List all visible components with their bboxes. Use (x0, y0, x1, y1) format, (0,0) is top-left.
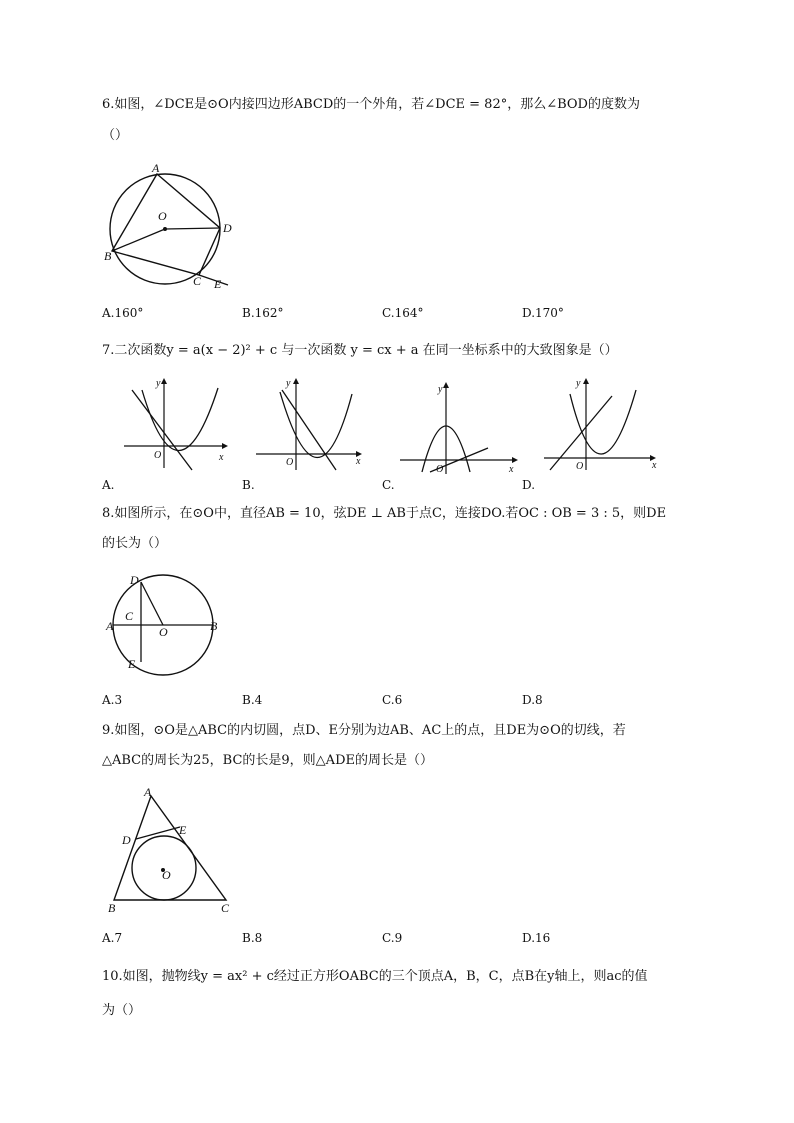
q7-stem-line1: 7.二次函数y = a(x − 2)² + c 与一次函数 y = cx + a 在同一坐标系中的大致图象是（） (102, 343, 618, 358)
q6-label-b: B (104, 249, 112, 263)
q7-option-d[interactable]: D. (522, 478, 536, 492)
q8-label-a: A (106, 619, 114, 633)
q6-radius-ob (112, 229, 165, 251)
q9-option-b[interactable]: B.8 (242, 931, 263, 945)
q6-label-a: A (152, 161, 160, 175)
q6-stem-line2: （） (102, 128, 129, 143)
q6-figure (100, 158, 240, 298)
svg-text:O: O (154, 450, 162, 461)
svg-text:x: x (356, 456, 361, 467)
q8-label-b: B (210, 619, 218, 633)
q6-option-c[interactable]: C.164° (382, 306, 424, 320)
q8-label-d: D (130, 573, 139, 587)
q7a-line (132, 390, 192, 470)
q6-label-o: O (158, 209, 167, 223)
q9-triangle (114, 796, 226, 900)
q7-option-a[interactable]: A. (102, 478, 115, 492)
svg-text:y: y (576, 378, 581, 389)
svg-text:y: y (156, 378, 161, 389)
q9-label-o: O (162, 868, 171, 882)
q8-label-o: O (159, 625, 168, 639)
q9-label-b: B (108, 901, 116, 915)
q9-label-d: D (122, 833, 131, 847)
q6-option-b[interactable]: B.162° (242, 306, 284, 320)
q8-stem-line2: 的长为（） (102, 536, 168, 551)
q8-figure (104, 572, 234, 672)
q6-label-e: E (214, 277, 222, 291)
q7-graph-a (118, 376, 228, 471)
q8-option-b[interactable]: B.4 (242, 693, 263, 707)
q8-option-a[interactable]: A.3 (102, 693, 123, 707)
svg-text:y: y (438, 384, 443, 395)
q10-stem-line2: 为（） (102, 1003, 142, 1018)
q9-stem-line2: △ABC的周长为25，BC的长是9，则△ADE的周长是（） (102, 753, 433, 768)
q7-graph-d (540, 376, 665, 471)
q9-option-a[interactable]: A.7 (102, 931, 123, 945)
q7-graph-c (396, 380, 521, 475)
q8-label-e: E (128, 657, 136, 671)
svg-text:O: O (576, 461, 584, 472)
q6-stem-line1: 6.如图，∠DCE是⊙O内接四边形ABCD的一个外角，若∠DCE = 82°，那么∠BOD的度数为 (102, 97, 640, 112)
q6-label-d: D (223, 221, 232, 235)
svg-text:x: x (509, 464, 514, 475)
q7d-parabola (570, 390, 636, 454)
q9-label-a: A (144, 785, 152, 799)
q8-option-c[interactable]: C.6 (382, 693, 403, 707)
svg-text:x: x (652, 460, 657, 471)
q8-label-c: C (125, 609, 134, 623)
svg-text:O: O (436, 464, 444, 475)
q6-label-c: C (193, 274, 202, 288)
q7-graph-b (252, 376, 362, 471)
q9-label-c: C (221, 901, 230, 915)
q7b-parabola (280, 392, 352, 458)
q9-option-c[interactable]: C.9 (382, 931, 403, 945)
q6-option-a[interactable]: A.160° (102, 306, 144, 320)
q8-stem-line1: 8.如图所示，在⊙O中，直径AB = 10，弦DE ⊥ AB于点C，连接DO.若OC : OB = 3 : 5，则DE (102, 506, 667, 521)
q9-stem-line1: 9.如图，⊙O是△ABC的内切圆，点D、E分别为边AB、AC上的点，且DE为⊙O的切线，若 (102, 723, 626, 738)
q9-figure (104, 784, 244, 914)
q6-center-dot (163, 227, 167, 231)
q9-option-d[interactable]: D.16 (522, 931, 551, 945)
q8-segment-do (141, 582, 163, 625)
q7-option-b[interactable]: B. (242, 478, 255, 492)
svg-text:O: O (286, 457, 294, 468)
q7d-line (550, 396, 612, 470)
q10-stem-line1: 10.如图，抛物线y = ax² + c经过正方形OABC的三个顶点A，B，C，点B在y轴上，则ac的值 (102, 969, 648, 984)
q6-option-d[interactable]: D.170° (522, 306, 564, 320)
svg-text:y: y (286, 378, 291, 389)
q6-radius-od (165, 228, 220, 229)
q7-option-c[interactable]: C. (382, 478, 395, 492)
q9-label-e: E (179, 823, 187, 837)
q8-option-d[interactable]: D.8 (522, 693, 543, 707)
svg-text:x: x (219, 452, 224, 463)
